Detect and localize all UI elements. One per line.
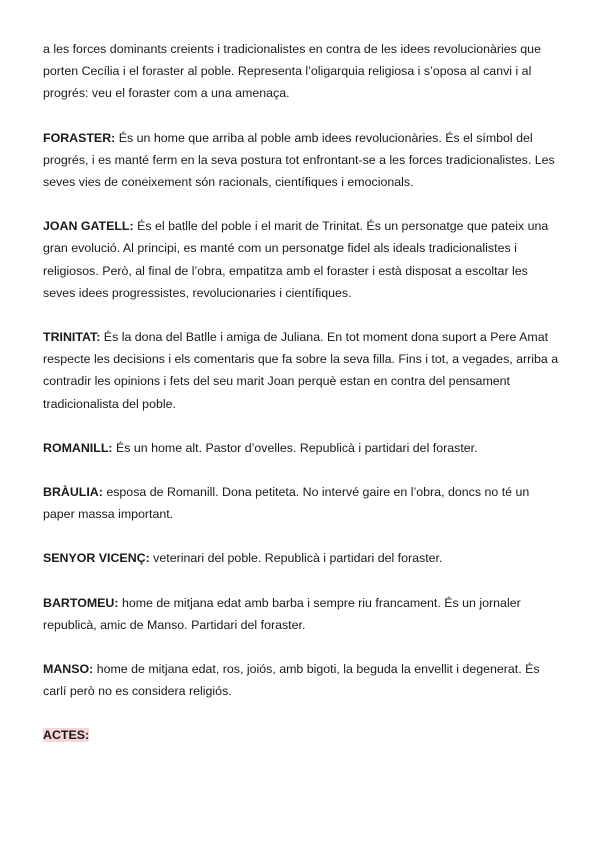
character-name: FORASTER: [43,130,116,145]
character-description: És un home que arriba al poble amb idees revolucionàries. És el símbol del progrés, i es manté ferm en la seva postura tot enfrontant-se a les forces tradicionalistes. Les seves vies de coneixement són racionals, científiques i emocionals. [43,130,555,190]
character-braulia [43,481,563,525]
character-description: esposa de Romanill. Dona petiteta. No intervé gaire en l’obra, doncs no té un paper massa important. [43,485,530,522]
document-page [43,38,563,747]
section-heading [43,724,563,746]
character-name: BRÀULIA: [43,485,103,500]
character-description: És el batlle del poble i el marit de Trinitat. És un personatge que pateix una gran evolució. Al principi, es manté com un personatge fidel als ideals tradicionalistes i religiosos. Però, al final de l’obra, empatitza amb el foraster i està disposat a escoltar les seves idees progressistes, revolucionaries i científiques. [43,219,549,300]
character-manso [43,658,563,702]
section-heading-text: ACTES: [43,728,90,743]
character-name: TRINITAT: [43,330,101,345]
character-description: És la dona del Batlle i amiga de Juliana. En tot moment dona suport a Pere Amat respecte les decisions i els comentaris que fa sobre la seva filla. Fins i tot, a vegades, arriba a contradir les opinions i fets del seu marit Joan perquè estan en contra del pensament tradicionalista del poble. [43,330,559,411]
character-name: ROMANILL: [43,440,113,455]
character-description: És un home alt. Pastor d’ovelles. Republicà i partidari del foraster. [112,440,478,455]
character-name: SENYOR VICENÇ: [43,551,150,566]
character-romanill [43,437,563,459]
character-joan-gatell [43,215,563,304]
character-name: MANSO: [43,662,94,677]
character-description: home de mitjana edat amb barba i sempre riu francament. És un jornaler republicà, amic de Manso. Partidari del foraster. [43,595,521,632]
character-name: JOAN GATELL: [43,219,134,234]
character-foraster [43,127,563,194]
character-trinitat [43,326,563,415]
character-description: home de mitjana edat, ros, joiós, amb bigoti, la beguda la envellit i degenerat. És carlí però no es considera religiós. [43,662,540,699]
character-senyor-vicenc [43,547,563,569]
character-description: veterinari del poble. Republicà i partidari del foraster. [149,551,443,566]
character-name: BARTOMEU: [43,595,119,610]
intro-paragraph: a les forces dominants creients i tradicionalistes en contra de les idees revolucionàries que porten Cecília i el foraster al poble. Representa l’oligarquia religiosa i s’oposa al canvi i al progrés: veu el foraster com a una amenaça. [43,42,541,101]
character-bartomeu [43,592,563,636]
